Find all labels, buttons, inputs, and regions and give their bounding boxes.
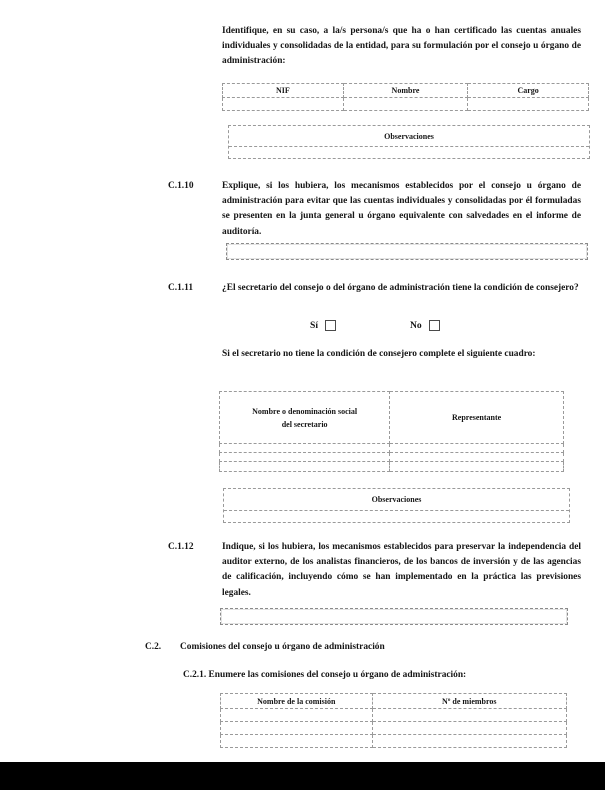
section-heading-c21 — [183, 668, 466, 683]
no-label: No — [410, 320, 422, 331]
commissions-cell-members[interactable] — [372, 722, 566, 735]
no-option — [410, 320, 440, 331]
section-text-c110: Explique, si los hubiera, los mecanismos establecidos por el consejo u órgano de administración para evitar que las cuentas individuales y consolidadas por él formuladas se presenten en la junta general u órgano equivalente con salvedades en el informe de auditoría. — [222, 181, 581, 237]
observaciones-box-1 — [228, 125, 590, 159]
table-row — [221, 709, 567, 722]
no-checkbox[interactable] — [429, 320, 440, 331]
secretary-table — [219, 391, 564, 472]
commissions-cell-members[interactable] — [372, 735, 566, 748]
section-label-c111: C.1.11 — [168, 283, 194, 293]
c110-answer-field[interactable] — [226, 243, 588, 260]
commissions-cell-name[interactable] — [221, 722, 373, 735]
intro-paragraph: Identifique, en su caso, a la/s persona/s que ha o han certificado las cuentas anuales individuales y consolidadas de la entidad, para su formulación por el consejo u órgano de administración: — [222, 26, 581, 67]
c111-followup-text: Si el secretario no tiene la condición de consejero complete el siguiente cuadro: — [222, 349, 536, 359]
commissions-table — [220, 693, 567, 748]
section-label-c112: C.1.12 — [168, 542, 194, 552]
table-row — [220, 453, 564, 462]
observaciones-title: Observaciones — [224, 489, 569, 511]
secretary-header-name: Nombre o denominación social del secretario — [220, 392, 390, 444]
secretary-header-representative: Representante — [390, 392, 564, 444]
table-row — [220, 462, 564, 472]
section-text-c112: Indique, si los hubiera, los mecanismos establecidos para preservar la independencia del auditor externo, de los analistas financieros, de los bancos de inversión y de las agencias de calificación, incluyendo cómo se han implementado en la práctica las previsiones legales. — [222, 542, 581, 598]
observaciones-title: Observaciones — [229, 126, 589, 147]
commissions-header-members: Nº de miembros — [372, 694, 566, 709]
commissions-cell-name[interactable] — [221, 709, 373, 722]
section-label-c2: C.2. — [145, 642, 162, 652]
certifiers-cell-nif[interactable] — [223, 98, 344, 111]
table-row — [220, 444, 564, 453]
commissions-cell-name[interactable] — [221, 735, 373, 748]
certifiers-header-cargo: Cargo — [468, 84, 589, 98]
observaciones-field[interactable] — [229, 147, 589, 158]
section-label-c21: C.2.1. — [183, 670, 207, 680]
section-label-c110: C.1.10 — [168, 181, 194, 191]
certifiers-table — [222, 83, 589, 111]
c112-answer-field[interactable] — [220, 608, 568, 625]
yes-option — [310, 320, 336, 331]
section-question-c111: ¿El secretario del consejo o del órgano de administración tiene la condición de consejero? — [222, 283, 579, 293]
commissions-header-name: Nombre de la comisión — [221, 694, 373, 709]
observaciones-field[interactable] — [224, 511, 569, 522]
secretary-cell-representative[interactable] — [390, 453, 564, 462]
bottom-bar — [0, 762, 605, 790]
section-text-c21: Enumere las comisiones del consejo u órgano de administración: — [208, 670, 467, 680]
certifiers-header-nif: NIF — [223, 84, 344, 98]
section-heading-c2 — [145, 640, 385, 655]
commissions-cell-members[interactable] — [372, 709, 566, 722]
secretary-cell-representative[interactable] — [390, 462, 564, 472]
secretary-cell-name[interactable] — [220, 444, 390, 453]
yes-label: Sí — [310, 320, 319, 331]
yes-checkbox[interactable] — [325, 320, 336, 331]
certifiers-cell-nombre[interactable] — [343, 98, 467, 111]
table-row — [223, 98, 589, 111]
secretary-cell-representative[interactable] — [390, 444, 564, 453]
secretary-cell-name[interactable] — [220, 462, 390, 472]
section-title-c2: Comisiones del consejo u órgano de administración — [180, 642, 385, 652]
observaciones-box-2 — [223, 488, 570, 523]
certifiers-cell-cargo[interactable] — [468, 98, 589, 111]
table-row — [221, 735, 567, 748]
certifiers-header-nombre: Nombre — [343, 84, 467, 98]
table-row — [221, 722, 567, 735]
secretary-cell-name[interactable] — [220, 453, 390, 462]
